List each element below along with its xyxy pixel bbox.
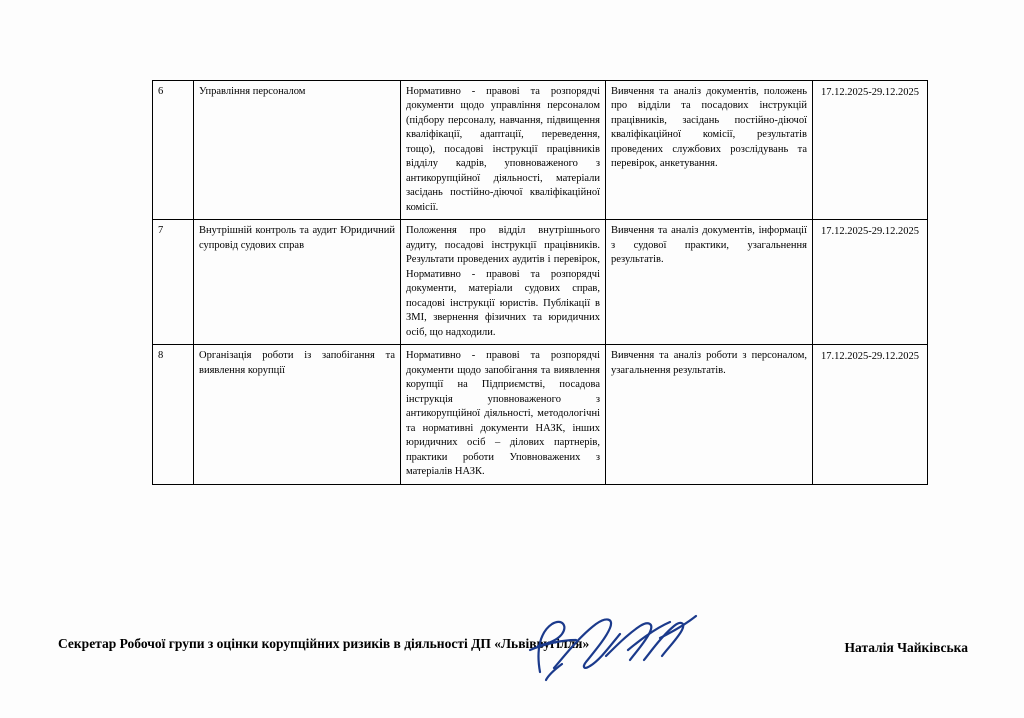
term-text: 17.12.2025-29.12.2025 [821,226,919,238]
assessment-object-cell [194,220,401,345]
row-number: 7 [158,225,164,237]
signature-icon [510,610,720,682]
assessment-object-text: Управління персоналом [199,86,306,97]
footer-signer-name: Наталія Чайківська [844,640,968,655]
row-number: 6 [158,86,164,97]
documents-text: Нормативно - правові та розпорядчі документи щодо управління персоналом (підбору персоналу, навчання, підвищення кваліфікації, адаптації, переведення, тощо), посадові інструкції працівників відділу кадрів, уповноваженого з антикорупційної діяльності, матеріали засідань постійно-діючої кваліфікаційної комісії. [406,86,600,213]
documents-text: Нормативно - правові та розпорядчі документи щодо запобігання та виявлення корупції на Підприємстві, посадова інструкція уповноваженого з антикорупційної діяльності, методологічні та нормативні документи НАЗК, інших юридичних осіб – ділових партнерів, практики роботи Уповноважених з матеріалів НАЗК. [406,350,600,478]
table-row [153,81,928,220]
table-row [153,220,928,345]
methods-cell [606,81,813,220]
row-number-cell [153,81,194,220]
methods-cell [606,220,813,345]
term-cell [813,345,928,484]
row-number: 8 [158,350,164,362]
documents-cell [401,81,606,220]
assessment-object-text: Внутрішній контроль та аудит Юридичний супровід судових справ [199,225,395,251]
assessment-object-text: Організація роботи із запобігання та виявлення корупції [199,350,395,376]
row-number-cell [153,345,194,484]
documents-cell [401,345,606,484]
document-footer [58,632,968,692]
methods-cell [606,345,813,484]
methods-text: Вивчення та аналіз документів, положень про відділи та посадових інструкцій працівників, засідань постійно-діючої кваліфікаційної комісії, результатів проведених службових розслідувань та перевірок, анкетування. [611,86,807,170]
assessment-object-cell [194,81,401,220]
methods-text: Вивчення та аналіз роботи з персоналом, узагальнення результатів. [611,350,807,376]
risk-assessment-table [152,80,928,485]
footer-role-title: Секретар Робочої групи з оцінки корупційних ризиків в діяльності ДП «Львіввугілля» [58,636,590,651]
term-cell [813,81,928,220]
term-cell [813,220,928,345]
documents-text: Положення про відділ внутрішнього аудиту, посадові інструкції працівників. Результати проведених аудитів і перевірок, Нормативно - правові та розпорядчі документи, матеріали судових справ, посадові інструкції юристів. Публікації в ЗМІ, звернення фізичних та юридичних осіб, що надходили. [406,225,600,338]
documents-cell [401,220,606,345]
term-text: 17.12.2025-29.12.2025 [821,351,919,363]
term-text: 17.12.2025-29.12.2025 [821,87,919,98]
table-row [153,345,928,484]
methods-text: Вивчення та аналіз документів, інформації з судової практики, узагальнення результатів. [611,225,807,266]
assessment-object-cell [194,345,401,484]
row-number-cell [153,220,194,345]
